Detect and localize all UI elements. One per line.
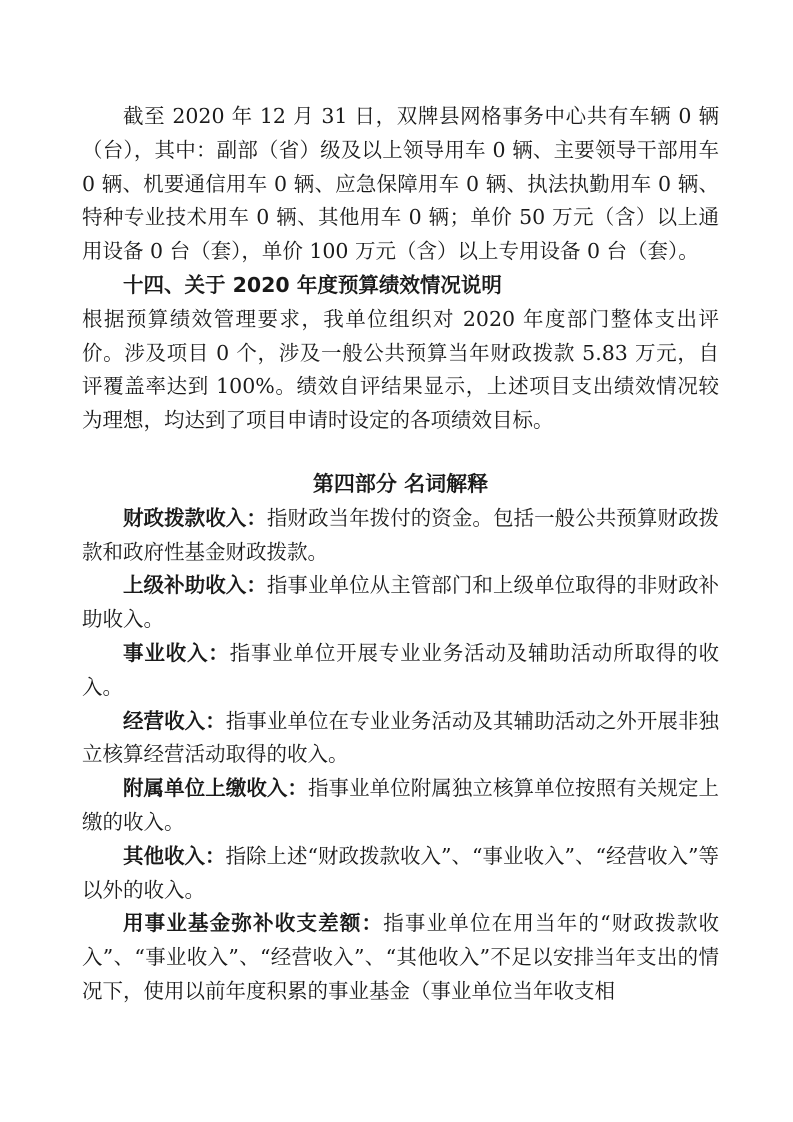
term-definition: 指事业单位附属独立核算单位按照有关规定上缴的收入。 [82, 776, 720, 834]
paragraph-performance: 根据预算绩效管理要求，我单位组织对 2020 年度部门整体支出评价。涉及项目 0 个，涉及一般公共预算当年财政拨款 5.83 万元，自评覆盖率达到 100%。绩效自评结果显示，上述项目支出绩效情况较为理想，均达到了项目申请时设定的各项绩效目标。 [82, 306, 719, 433]
term-definition: 指事业单位从主管部门和上级单位取得的非财政补助收入。 [82, 573, 719, 632]
document-body [82, 100, 719, 1009]
term-entry [82, 569, 719, 637]
section-title: 第四部分 名词解释 [312, 471, 489, 496]
term-label: 附属单位上缴收入： [123, 776, 308, 801]
term-definition: 指事业单位在用当年的“财政拨款收入”、“事业收入”、“经营收入”、“其他收入”不足以安排当年支出的情况下，使用以前年度积累的事业基金（事业单位当年收支相 [82, 911, 720, 1003]
term-entry [82, 502, 719, 570]
term-label: 其他收入： [123, 843, 226, 868]
term-definition: 指事业单位在专业业务活动及其辅助活动之外开展非独立核算经营活动取得的收入。 [82, 708, 720, 767]
term-definition: 指除上述“财政拨款收入”、“事业收入”、“经营收入”等以外的收入。 [82, 843, 720, 902]
term-definition: 指财政当年拨付的资金。包括一般公共预算财政拨款和政府性基金财政拨款。 [82, 505, 719, 564]
term-label: 财政拨款收入： [123, 505, 267, 530]
term-label: 经营收入： [123, 708, 226, 733]
term-entry [82, 907, 719, 1008]
term-entry [82, 637, 719, 705]
term-definition: 指事业单位开展专业业务活动及辅助活动所取得的收入。 [82, 640, 720, 699]
term-label: 事业收入： [123, 640, 230, 665]
heading-budget-performance: 十四、关于 2020 年度预算绩效情况说明 [123, 272, 502, 297]
term-label: 用事业基金弥补收支差额： [123, 911, 384, 936]
term-entry [82, 705, 719, 773]
paragraph-vehicles: 截至 2020 年 12 月 31 日，双牌县网格事务中心共有车辆 0 辆（台），其中：副部（省）级及以上领导用车 0 辆、主要领导干部用车 0 辆、机要通信用车 0 辆、应急保障用车 0 辆、执法执勤用车 0 辆、特种专业技术用车 0 辆、其他用车 0 辆；单价 50 万元（含）以上通用设备 0 台（套），单价 100 万元（含）以上专用设备 0 台（套）。 [82, 104, 719, 264]
term-label: 上级补助收入： [123, 573, 267, 598]
term-entry [82, 840, 719, 908]
term-entry [82, 772, 719, 840]
